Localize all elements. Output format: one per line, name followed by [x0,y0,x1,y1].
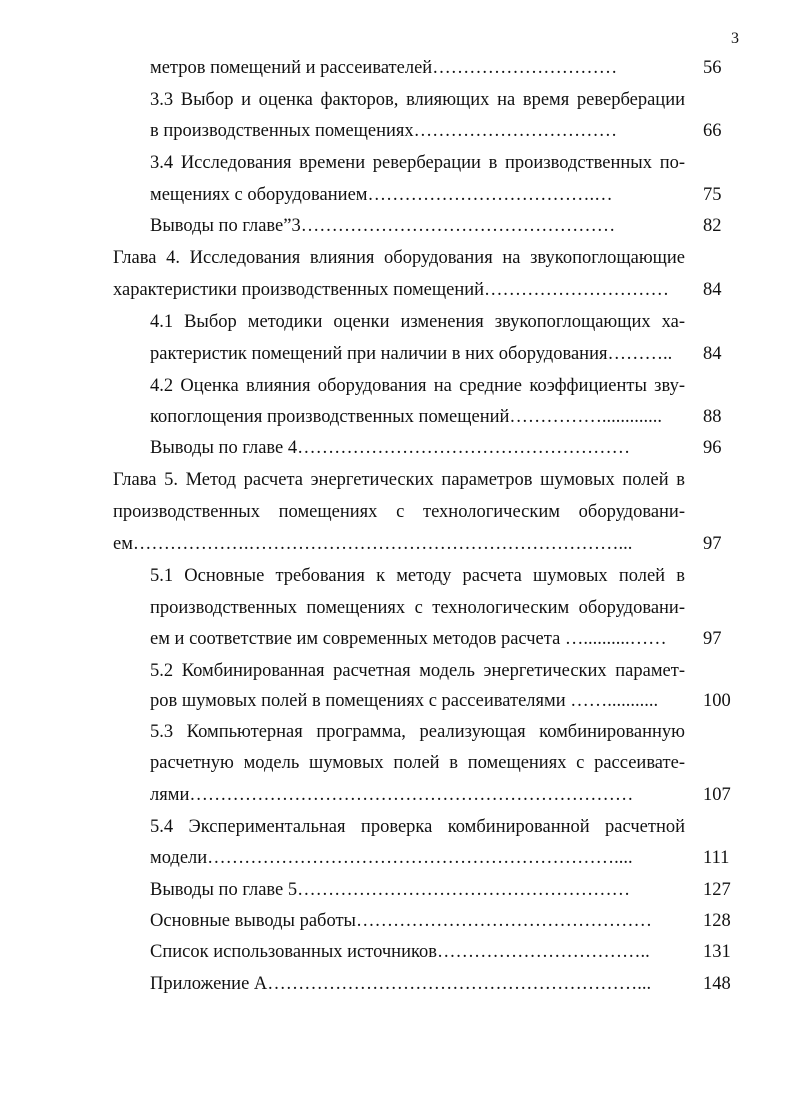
toc-page-number: 84 [703,344,722,364]
toc-line: 4.2 Оценка влияния оборудования на средние коэффициенты зву- [150,376,685,396]
page-number: 3 [731,30,739,47]
toc-line: Список использованных источников…………………………….. [150,942,650,962]
toc-line: Приложение А……………………………………………………... [150,974,652,994]
toc-page-number: 111 [703,848,730,868]
toc-line: расчетную модель шумовых полей в помещениях с рассеивате- [150,753,685,773]
toc-line: 4.1 Выбор методики оценки изменения звукопоглощающих ха- [150,312,685,332]
toc-page-number: 84 [703,280,722,300]
toc-line: производственных помещениях с технологическим оборудовани- [150,598,685,618]
toc-line: ем……………….……………………………………………………... [113,534,633,554]
toc-line: Выводы по главеˮ3…………………………………………… [150,216,616,236]
toc-line: лями……………………………………………………………… [150,785,634,805]
toc-line: характеристики производственных помещений………………………… [113,280,670,300]
toc-page-number: 88 [703,407,722,427]
toc-line: Глава 5. Метод расчета энергетических параметров шумовых полей в [113,470,685,490]
toc-line: копоглощения производственных помещений……………............. [150,407,663,427]
toc-line: ем и соответствие им современных методов расчета …..........…… [150,629,667,649]
toc-line: Глава 4. Исследования влияния оборудования на звукопоглощающие [113,248,685,268]
toc-page-number: 107 [703,785,731,805]
toc-page-number: 66 [703,121,722,141]
toc-line: производственных помещениях с технологическим оборудовани- [113,502,685,522]
toc-page-number: 148 [703,974,731,994]
toc-line: Основные выводы работы………………………………………… [150,911,652,931]
toc-page-number: 97 [703,534,722,554]
toc-page-number: 128 [703,911,731,931]
toc-line: 5.2 Комбинированная расчетная модель энергетических парамет- [150,661,685,681]
toc-page-number: 100 [703,691,731,711]
toc-page-number: 82 [703,216,722,236]
toc-page-number: 56 [703,58,722,78]
toc-line: 3.3 Выбор и оценка факторов, влияющих на время реверберации [150,90,685,110]
toc-line: метров помещений и рассеивателей………………………… [150,58,618,78]
toc-page-number: 127 [703,880,731,900]
toc-line: мещениях с оборудованием……………………………….… [150,185,613,205]
toc-page-number: 97 [703,629,722,649]
toc-line: 5.3 Компьютерная программа, реализующая комбинированную [150,722,685,742]
toc-line: 5.1 Основные требования к методу расчета шумовых полей в [150,566,685,586]
toc-line: модели………………………………………………………….... [150,848,633,868]
toc-line: ров шумовых полей в помещениях с рассеивателями ……........... [150,691,659,711]
toc-line: рактеристик помещений при наличии в них оборудования……….. [150,344,673,364]
toc-line: в производственных помещениях…………………………… [150,121,618,141]
toc-page-number: 96 [703,438,722,458]
toc-page-number: 75 [703,185,722,205]
toc-line: Выводы по главе 5……………………………………………… [150,880,631,900]
toc-page-number: 131 [703,942,731,962]
toc-line: 5.4 Экспериментальная проверка комбинированной расчетной [150,817,685,837]
toc-line: 3.4 Исследования времени реверберации в производственных по- [150,153,685,173]
toc-line: Выводы по главе 4……………………………………………… [150,438,631,458]
